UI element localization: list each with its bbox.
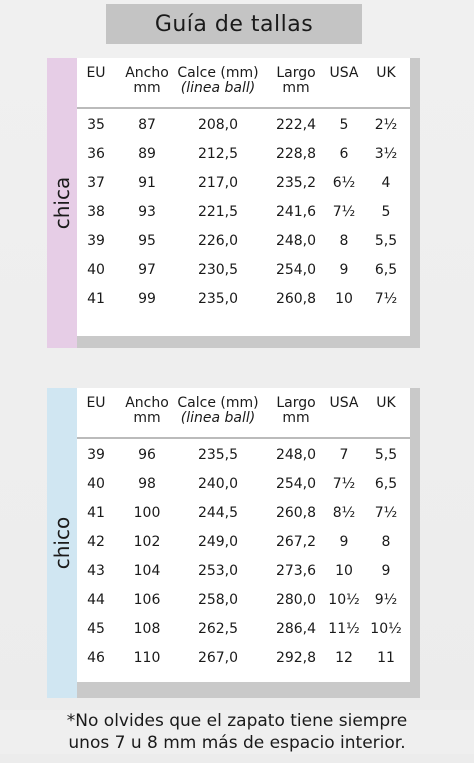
girl-size-panel (47, 58, 420, 348)
girl-size-table (77, 58, 410, 336)
header-ancho: Ancho mm (125, 65, 169, 96)
header-eu: EU (86, 65, 106, 81)
header-ancho: Ancho mm (125, 395, 169, 426)
table-row: 40 97 230,5 254,0 9 6,5 (87, 262, 398, 278)
boy-rows (77, 440, 410, 672)
table-row: 39 95 226,0 248,0 8 5,5 (87, 233, 398, 249)
table-row: 44 106 258,0 280,0 10½ 9½ (87, 592, 398, 608)
boy-side-label (47, 388, 77, 698)
boy-label-text: chico (50, 516, 74, 570)
girl-side-label (47, 58, 77, 348)
table-row: 40 98 240,0 254,0 7½ 6,5 (87, 476, 398, 492)
header-calce: Calce (mm) (linea ball) (177, 395, 259, 426)
table-row: 39 96 235,5 248,0 7 5,5 (87, 447, 398, 463)
table-row: 41 99 235,0 260,8 10 7½ (87, 291, 398, 307)
header-calce: Calce (mm) (linea ball) (177, 65, 259, 96)
table-row: 41 100 244,5 260,8 8½ 7½ (87, 505, 398, 521)
table-row: 37 91 217,0 235,2 6½ 4 (87, 175, 391, 191)
footnote-line-2: unos 7 u 8 mm más de espacio interior. (68, 733, 406, 753)
table-header (77, 388, 410, 440)
boy-size-table (77, 388, 410, 682)
table-row: 45 108 262,5 286,4 11½ 10½ (87, 621, 402, 637)
table-row: 36 89 212,5 228,8 6 3½ (87, 146, 398, 162)
girl-rows (77, 110, 410, 313)
table-row: 38 93 221,5 241,6 7½ 5 (87, 204, 391, 220)
table-row: 42 102 249,0 267,2 9 8 (87, 534, 391, 550)
table-row: 35 87 208,0 222,4 5 2½ (87, 117, 398, 133)
header-divider (77, 437, 410, 439)
header-uk: UK (376, 65, 396, 81)
table-row: 43 104 253,0 273,6 10 9 (87, 563, 391, 579)
header-largo: Largo mm (276, 395, 316, 426)
page-title: Guía de tallas (106, 4, 362, 44)
header-uk: UK (376, 395, 396, 411)
header-divider (77, 107, 410, 109)
footnote (0, 710, 474, 754)
header-largo: Largo mm (276, 65, 316, 96)
header-usa: USA (329, 65, 359, 81)
table-row: 46 110 267,0 292,8 12 11 (87, 650, 395, 666)
footnote-line-1: *No olvides que el zapato tiene siempre (66, 711, 408, 731)
table-header (77, 58, 410, 110)
girl-label-text: chica (50, 176, 75, 230)
header-eu: EU (86, 395, 106, 411)
boy-size-panel (47, 388, 420, 698)
header-usa: USA (329, 395, 359, 411)
